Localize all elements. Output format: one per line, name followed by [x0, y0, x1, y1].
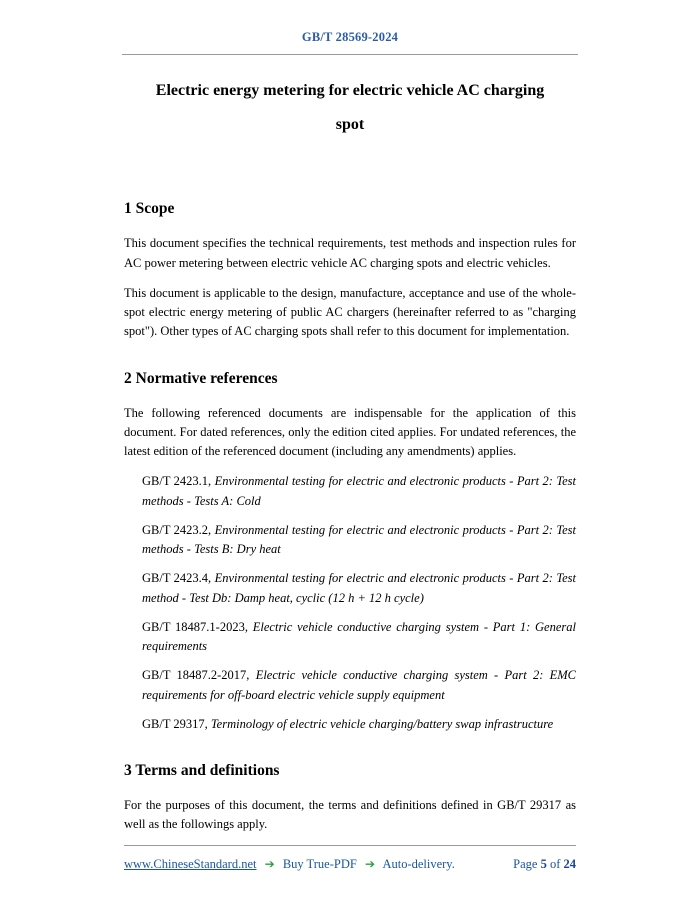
current-page-number: 5 [540, 857, 547, 871]
header-rule [122, 54, 578, 55]
reference-title: Environmental testing for electric and electronic products - Part 2: Test methods - Tests A: Cold [142, 474, 577, 508]
reference-item [142, 521, 576, 560]
reference-code: GB/T 2423.4, [142, 571, 212, 586]
page-number-indicator [513, 857, 576, 872]
reference-code: GB/T 18487.1-2023, [142, 619, 248, 634]
document-body [124, 200, 576, 834]
standard-code-header: GB/T 28569-2024 [301, 30, 399, 44]
reference-title: Electric vehicle conductive charging system - Part 1: General requirements [142, 619, 576, 654]
buy-true-pdf-label: Buy True-PDF [282, 857, 357, 871]
document-title [110, 81, 590, 134]
total-page-number: 24 [563, 857, 576, 871]
reference-code: GB/T 29317, [142, 716, 208, 731]
page-footer [124, 845, 576, 872]
arrow-right-icon: ➔ [364, 857, 375, 871]
document-title-line2: spot [335, 116, 365, 134]
section-heading-terms-definitions: 3 Terms and definitions [124, 762, 280, 780]
document-title-line1: Electric energy metering for electric vehicle AC charging [155, 82, 545, 99]
page-label: Page [513, 857, 538, 871]
reference-title: Environmental testing for electric and electronic products - Part 2: Test method - Test Db: Damp heat, cyclic (12 h + 12 h cycle) [142, 571, 577, 605]
section-heading-normative-references: 2 Normative references [124, 369, 278, 387]
website-link[interactable]: www.ChineseStandard.net [124, 857, 257, 871]
scope-paragraph-1: This document specifies the technical requirements, test methods and inspection rules for AC power metering between electric vehicle AC charging spots and electric vehicles. [124, 236, 576, 270]
reference-code: GB/T 2423.2, [142, 522, 212, 537]
arrow-right-icon: ➔ [264, 857, 275, 871]
reference-item [142, 569, 576, 608]
of-label: of [549, 857, 561, 871]
page-header [0, 0, 700, 45]
reference-item [142, 618, 576, 657]
auto-delivery-label: Auto-delivery. [382, 857, 455, 871]
terms-paragraph-1: For the purposes of this document, the terms and definitions defined in GB/T 29317 as well as the followings apply. [124, 798, 576, 832]
reference-code: GB/T 2423.1, [142, 474, 212, 489]
footer-left [124, 857, 455, 872]
normative-intro-paragraph: The following referenced documents are indispensable for the application of this document. For dated references, only the edition cited applies. For undated references, the latest edition of the referenced document (including any amendments) applies. [124, 405, 576, 459]
reference-code: GB/T 18487.2-2017, [142, 668, 250, 683]
scope-paragraph-2: This document is applicable to the design, manufacture, acceptance and use of the whole-spot electric energy metering of public AC chargers (hereinafter referred to as "charging spot"). Other types of AC charging spots shall refer to this document for implementation. [124, 285, 576, 339]
reference-item [142, 472, 576, 511]
reference-item [142, 715, 576, 734]
reference-item [142, 666, 576, 705]
reference-title: Electric vehicle conductive charging system - Part 2: EMC requirements for off-board electric vehicle supply equipment [142, 668, 576, 702]
reference-title: Terminology of electric vehicle charging/battery swap infrastructure [210, 716, 554, 731]
reference-title: Environmental testing for electric and electronic products - Part 2: Test methods - Tests B: Dry heat [142, 522, 577, 557]
section-heading-scope: 1 Scope [124, 200, 175, 218]
